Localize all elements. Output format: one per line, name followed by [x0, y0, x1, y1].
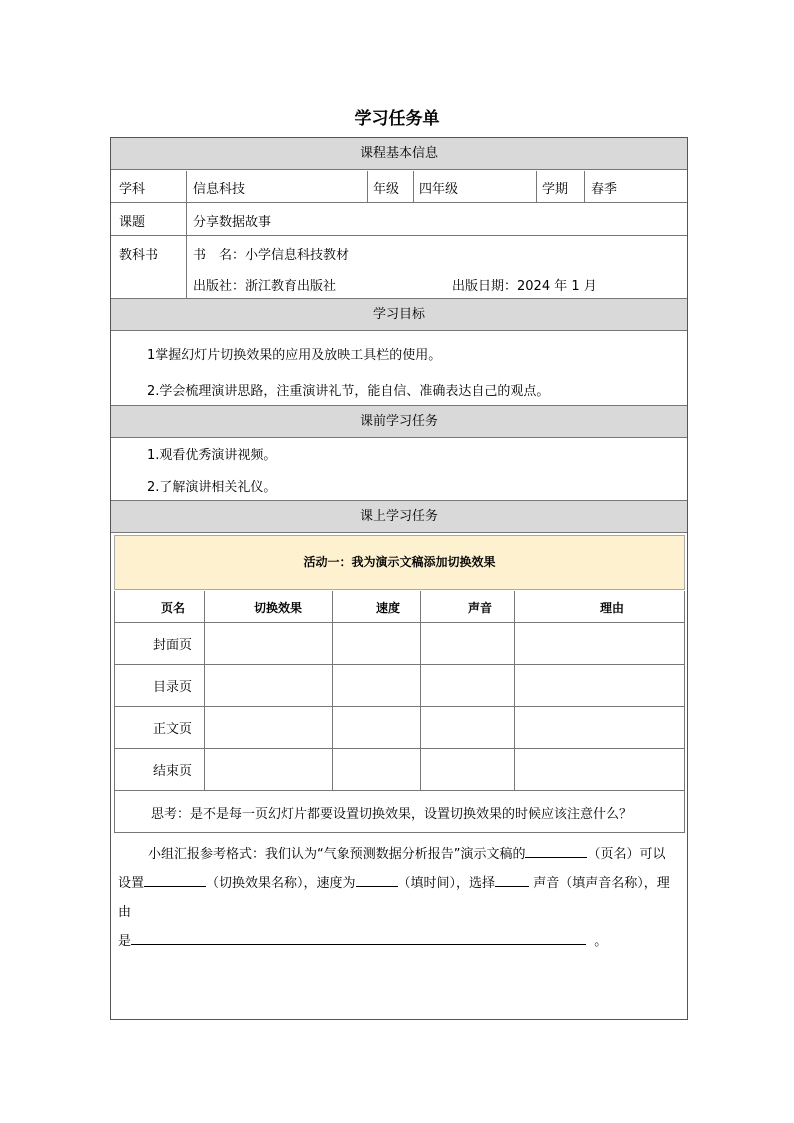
section-header-class-tasks: 课上学习任务 [111, 501, 687, 533]
report-text: （页名）可以设置 [118, 847, 666, 891]
publication-date: 出版日期：2024 年 1 月 [452, 279, 597, 294]
blank-speed[interactable] [356, 872, 398, 887]
subject-label: 学科 [119, 182, 146, 197]
textbook-label: 教科书 [119, 248, 159, 263]
term-value: 春季 [591, 182, 618, 197]
section-header-pre-tasks: 课前学习任务 [111, 406, 687, 438]
column-header: 理由 [600, 601, 625, 615]
report-text: （切换效果名称），速度为 [206, 876, 356, 891]
page-title: 学习任务单 [354, 109, 440, 129]
publisher: 出版社：浙江教育出版社 [193, 279, 337, 294]
report-text: 声音（填声音名称），理由 [118, 876, 670, 920]
report-text: （填时间），选择 [397, 876, 496, 891]
column-header: 页名 [161, 601, 186, 615]
report-text: 。 [594, 934, 608, 949]
table-row-label: 正文页 [153, 722, 193, 737]
blank-page-name[interactable] [525, 843, 587, 858]
blank-sound[interactable] [495, 872, 529, 887]
section-header-goals: 学习目标 [111, 299, 687, 331]
book-name: 书 名：小学信息科技教材 [193, 248, 350, 263]
table-row-label: 封面页 [153, 638, 193, 653]
pre-task-item: 1.观看优秀演讲视频。 [147, 448, 277, 463]
task-sheet [110, 137, 688, 1020]
blank-effect-name[interactable] [144, 872, 206, 887]
report-format [118, 840, 678, 956]
column-header: 切换效果 [254, 601, 303, 615]
grade-value: 四年级 [419, 182, 459, 197]
goal-item: 1掌握幻灯片切换效果的应用及放映工具栏的使用。 [147, 348, 442, 363]
table-row-label: 结束页 [153, 764, 193, 779]
grade-label: 年级 [373, 182, 400, 197]
column-header: 声音 [468, 601, 493, 615]
column-header: 速度 [376, 601, 401, 615]
term-label: 学期 [542, 182, 569, 197]
pre-task-item: 2.了解演讲相关礼仪。 [147, 480, 277, 495]
goal-item: 2.学会梳理演讲思路，注重演讲礼节，能自信、准确表达自己的观点。 [147, 384, 550, 399]
think-question: 思考：是不是每一页幻灯片都要设置切换效果，设置切换效果的时候应该注意什么？ [151, 807, 633, 822]
section-header-basic-info: 课程基本信息 [111, 138, 687, 170]
report-text: 是 [118, 934, 132, 949]
activity-table [114, 591, 685, 833]
activity-title: 活动一：我为演示文稿添加切换效果 [114, 535, 685, 590]
blank-reason[interactable] [131, 930, 586, 945]
topic-value: 分享数据故事 [193, 215, 272, 230]
table-row-label: 目录页 [153, 680, 193, 695]
report-text: 小组汇报参考格式：我们认为“气象预测数据分析报告”演示文稿的 [148, 847, 526, 862]
topic-label: 课题 [119, 215, 146, 230]
subject-value: 信息科技 [193, 182, 246, 197]
